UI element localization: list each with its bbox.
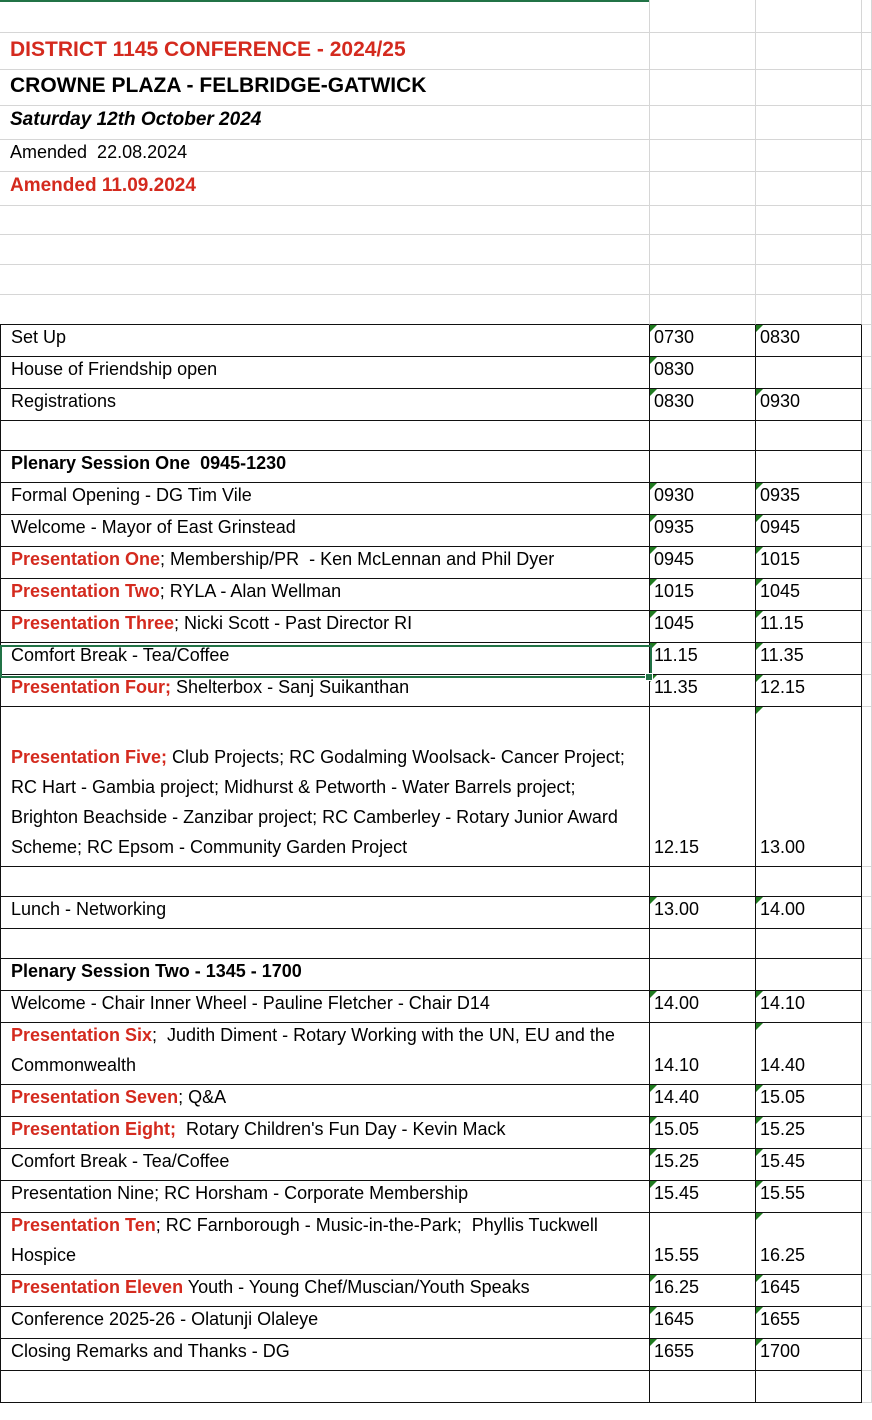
activity-cell[interactable] <box>0 325 650 357</box>
activity-text <box>11 894 645 924</box>
number-as-text-indicator-icon <box>756 707 763 714</box>
presentation-label: Presentation Seven <box>11 1087 179 1107</box>
start-time-cell[interactable] <box>650 1117 756 1149</box>
event-date: Saturday 12th October 2024 <box>10 109 262 130</box>
schedule-row[interactable] <box>0 483 872 515</box>
cell-d[interactable] <box>862 33 872 70</box>
cell-d[interactable] <box>862 0 872 33</box>
cell-c[interactable] <box>756 172 862 206</box>
end-time-cell[interactable] <box>756 325 862 357</box>
sheet-row[interactable] <box>0 140 872 172</box>
schedule-row[interactable] <box>0 1149 872 1181</box>
cell-d[interactable] <box>862 929 872 959</box>
end-time-cell[interactable] <box>756 1181 862 1213</box>
schedule-row[interactable] <box>0 1371 872 1403</box>
end-time: 1015 <box>760 549 801 569</box>
start-time: 14.40 <box>654 1087 700 1107</box>
activity-cell[interactable] <box>0 867 650 897</box>
presentation-label: Presentation Ten <box>11 1215 156 1235</box>
activity-description: Rotary Children's Fun Day - Kevin Mack <box>176 1119 506 1139</box>
schedule-row[interactable] <box>0 897 872 929</box>
activity-description: ; Nicki Scott - Past Director RI <box>174 613 413 633</box>
activity-description: Youth - Young Chef/Muscian/Youth Speaks <box>183 1277 530 1297</box>
start-time: 14.10 <box>654 1055 700 1075</box>
activity-description: Welcome - Chair Inner Wheel - Pauline Fletcher - Chair D14 <box>11 993 490 1013</box>
start-time: 0730 <box>654 327 695 347</box>
schedule-row[interactable] <box>0 1023 872 1085</box>
start-time-cell[interactable] <box>650 1213 756 1275</box>
cell-d[interactable] <box>862 675 872 707</box>
activity-description: Plenary Session Two - 1345 - 1700 <box>11 961 302 981</box>
cell-a[interactable] <box>0 172 650 206</box>
activity-cell[interactable] <box>0 1339 650 1371</box>
cell-c[interactable] <box>756 265 862 295</box>
cell-d[interactable] <box>862 1275 872 1307</box>
cell-d[interactable] <box>862 1085 872 1117</box>
schedule-row[interactable] <box>0 579 872 611</box>
start-time: 11.15 <box>654 645 698 665</box>
amended-note-2: Amended 11.09.2024 <box>10 175 196 196</box>
cell-c[interactable] <box>756 33 862 70</box>
activity-text <box>11 742 645 862</box>
end-time: 11.35 <box>760 645 804 665</box>
end-time: 15.05 <box>760 1087 806 1107</box>
end-time-cell[interactable] <box>756 1149 862 1181</box>
cell-d[interactable] <box>862 1307 872 1339</box>
cell-b[interactable] <box>650 172 756 206</box>
end-time-cell[interactable] <box>756 1023 862 1085</box>
schedule-row[interactable] <box>0 1117 872 1149</box>
end-time: 14.00 <box>760 899 806 919</box>
activity-description: Lunch - Networking <box>11 899 167 919</box>
start-time: 15.55 <box>654 1245 700 1265</box>
activity-description: ; Membership/PR - Ken McLennan and Phil Dyer <box>160 549 555 569</box>
end-time-cell[interactable] <box>756 867 862 897</box>
activity-text <box>11 354 645 384</box>
end-time: 0930 <box>760 391 801 411</box>
activity-description: Welcome - Mayor of East Grinstead <box>11 517 296 537</box>
activity-cell[interactable] <box>0 1023 650 1085</box>
end-time-cell[interactable] <box>756 611 862 643</box>
activity-cell[interactable] <box>0 1085 650 1117</box>
end-time-cell[interactable] <box>756 515 862 547</box>
cell-d[interactable] <box>862 1023 872 1085</box>
start-time-cell[interactable] <box>650 1149 756 1181</box>
activity-cell[interactable] <box>0 1181 650 1213</box>
activity-cell[interactable] <box>0 959 650 991</box>
activity-cell[interactable] <box>0 451 650 483</box>
start-time-cell[interactable] <box>650 1275 756 1307</box>
cell-d[interactable] <box>862 172 872 206</box>
activity-cell[interactable] <box>0 579 650 611</box>
activity-cell[interactable] <box>0 483 650 515</box>
activity-cell[interactable] <box>0 1371 650 1403</box>
end-time-cell[interactable] <box>756 929 862 959</box>
cell-d[interactable] <box>862 1149 872 1181</box>
cell-d[interactable] <box>862 106 872 140</box>
cell-d[interactable] <box>862 1371 872 1403</box>
start-time-cell[interactable] <box>650 389 756 421</box>
conference-title: DISTRICT 1145 CONFERENCE - 2024/25 <box>10 38 406 61</box>
end-time: 14.10 <box>760 993 806 1013</box>
schedule-row[interactable] <box>0 1307 872 1339</box>
end-time-cell[interactable] <box>756 1117 862 1149</box>
cell-d[interactable] <box>862 707 872 867</box>
schedule-row[interactable] <box>0 707 872 867</box>
number-as-text-indicator-icon <box>756 1023 763 1030</box>
end-time-cell[interactable] <box>756 357 862 389</box>
cell-a[interactable] <box>0 106 650 140</box>
cell-d[interactable] <box>862 235 872 265</box>
schedule-row[interactable] <box>0 389 872 421</box>
start-time: 11.35 <box>654 677 698 697</box>
start-time-cell[interactable] <box>650 707 756 867</box>
schedule-row[interactable] <box>0 991 872 1023</box>
end-time-cell[interactable] <box>756 707 862 867</box>
end-time: 16.25 <box>760 1245 806 1265</box>
sheet-row[interactable] <box>0 295 872 325</box>
cell-b[interactable] <box>650 33 756 70</box>
cell-d[interactable] <box>862 897 872 929</box>
end-time-cell[interactable] <box>756 1085 862 1117</box>
activity-description: Registrations <box>11 391 117 411</box>
cell-a[interactable] <box>0 140 650 172</box>
schedule-row[interactable] <box>0 1181 872 1213</box>
amended-note-1: Amended 22.08.2024 <box>10 142 188 162</box>
cell-c[interactable] <box>756 0 862 33</box>
cell-d[interactable] <box>862 643 872 675</box>
schedule-row[interactable] <box>0 959 872 991</box>
cell-d[interactable] <box>862 421 872 451</box>
end-time-cell[interactable] <box>756 991 862 1023</box>
start-time: 15.25 <box>654 1151 700 1171</box>
end-time-cell[interactable] <box>756 1275 862 1307</box>
start-time-cell[interactable] <box>650 897 756 929</box>
cell-a[interactable] <box>0 235 650 265</box>
presentation-label: Presentation Six <box>11 1025 153 1045</box>
end-time-cell[interactable] <box>756 959 862 991</box>
cell-c[interactable] <box>756 70 862 106</box>
schedule-row[interactable] <box>0 611 872 643</box>
schedule-row[interactable] <box>0 1213 872 1275</box>
activity-text <box>11 512 645 542</box>
activity-cell[interactable] <box>0 611 650 643</box>
start-time: 14.00 <box>654 993 700 1013</box>
schedule-row[interactable] <box>0 867 872 897</box>
activity-cell[interactable] <box>0 897 650 929</box>
cell-a[interactable] <box>0 265 650 295</box>
cell-d[interactable] <box>862 483 872 515</box>
activity-cell[interactable] <box>0 515 650 547</box>
activity-cell[interactable] <box>0 1117 650 1149</box>
start-time: 1045 <box>654 613 695 633</box>
start-time: 13.00 <box>654 899 700 919</box>
start-time-cell[interactable] <box>650 421 756 451</box>
activity-description: Plenary Session One 0945-1230 <box>11 453 287 473</box>
presentation-label: Presentation Eight; <box>11 1119 177 1139</box>
activity-cell[interactable] <box>0 1307 650 1339</box>
end-time-cell[interactable] <box>756 389 862 421</box>
cell-b[interactable] <box>650 140 756 172</box>
cell-a[interactable] <box>0 295 650 325</box>
sheet-row[interactable] <box>0 0 872 33</box>
end-time: 0935 <box>760 485 801 505</box>
activity-text <box>11 1082 645 1112</box>
activity-cell[interactable] <box>0 1213 650 1275</box>
start-time-cell[interactable] <box>650 325 756 357</box>
activity-text <box>11 576 645 606</box>
end-time: 1045 <box>760 581 801 601</box>
end-time-cell[interactable] <box>756 675 862 707</box>
activity-description: House of Friendship open <box>11 359 218 379</box>
end-time-cell[interactable] <box>756 643 862 675</box>
cell-d[interactable] <box>862 451 872 483</box>
start-time-cell[interactable] <box>650 867 756 897</box>
end-time-cell[interactable] <box>756 897 862 929</box>
schedule-row[interactable] <box>0 357 872 389</box>
start-time: 1655 <box>654 1341 695 1361</box>
activity-text <box>11 1114 645 1144</box>
end-time: 15.55 <box>760 1183 806 1203</box>
end-time-cell[interactable] <box>756 451 862 483</box>
activity-text <box>11 608 645 638</box>
schedule-row[interactable] <box>0 421 872 451</box>
sheet-row[interactable] <box>0 106 872 140</box>
activity-description: Presentation Nine; RC Horsham - Corporate Membership <box>11 1183 469 1203</box>
venue-title: CROWNE PLAZA - FELBRIDGE-GATWICK <box>10 74 427 97</box>
end-time-cell[interactable] <box>756 547 862 579</box>
activity-text <box>11 448 645 478</box>
end-time-cell[interactable] <box>756 421 862 451</box>
end-time-cell[interactable] <box>756 1213 862 1275</box>
end-time: 1700 <box>760 1341 801 1361</box>
cell-d[interactable] <box>862 867 872 897</box>
end-time: 1645 <box>760 1277 801 1297</box>
start-time-cell[interactable] <box>650 515 756 547</box>
cell-a[interactable] <box>0 70 650 106</box>
start-time-cell[interactable] <box>650 1181 756 1213</box>
start-time: 15.45 <box>654 1183 700 1203</box>
activity-cell[interactable] <box>0 547 650 579</box>
start-time-cell[interactable] <box>650 357 756 389</box>
activity-cell[interactable] <box>0 421 650 451</box>
activity-description: Shelterbox - Sanj Suikanthan <box>171 677 410 697</box>
cell-d[interactable] <box>862 959 872 991</box>
start-time-cell[interactable] <box>650 1085 756 1117</box>
cell-d[interactable] <box>862 515 872 547</box>
number-as-text-indicator-icon <box>756 1213 763 1220</box>
cell-c[interactable] <box>756 235 862 265</box>
activity-description: Club Projects; RC Godalming Woolsack- Cancer Project; RC Hart - Gambia project; Midhurst & Petworth - Water Barrels project; Brighton Beachside - Zanzibar project; RC Camberley - Rotary Junior Award Scheme; RC Epsom - Community Garden Project <box>11 747 630 857</box>
start-time-cell[interactable] <box>650 959 756 991</box>
schedule-row[interactable] <box>0 325 872 357</box>
schedule-row[interactable] <box>0 1339 872 1371</box>
activity-text <box>11 1336 645 1366</box>
end-time: 14.40 <box>760 1055 806 1075</box>
activity-text <box>11 386 645 416</box>
cell-d[interactable] <box>862 389 872 421</box>
start-time-cell[interactable] <box>650 611 756 643</box>
sheet-row[interactable] <box>0 265 872 295</box>
cell-d[interactable] <box>862 1339 872 1371</box>
end-time: 0945 <box>760 517 801 537</box>
fill-handle[interactable] <box>645 673 653 681</box>
schedule-row[interactable] <box>0 547 872 579</box>
start-time-cell[interactable] <box>650 991 756 1023</box>
activity-text <box>11 1020 645 1080</box>
cell-a[interactable] <box>0 0 650 33</box>
schedule-row[interactable] <box>0 675 872 707</box>
cell-d[interactable] <box>862 70 872 106</box>
start-time-cell[interactable] <box>650 929 756 959</box>
cell-d[interactable] <box>862 325 872 357</box>
cell-b[interactable] <box>650 206 756 235</box>
start-time: 0830 <box>654 359 695 379</box>
sheet-row[interactable] <box>0 70 872 106</box>
cell-b[interactable] <box>650 235 756 265</box>
activity-text <box>11 322 645 352</box>
presentation-label: Presentation Four; <box>11 677 172 697</box>
activity-description: Closing Remarks and Thanks - DG <box>11 1341 290 1361</box>
end-time: 12.15 <box>760 677 806 697</box>
start-time: 12.15 <box>654 837 700 857</box>
activity-cell[interactable] <box>0 707 650 867</box>
schedule-row[interactable] <box>0 1085 872 1117</box>
start-time-cell[interactable] <box>650 547 756 579</box>
start-time-cell[interactable] <box>650 579 756 611</box>
end-time-cell[interactable] <box>756 483 862 515</box>
end-time: 15.45 <box>760 1151 806 1171</box>
end-time: 13.00 <box>760 837 806 857</box>
cell-d[interactable] <box>862 579 872 611</box>
start-time: 1015 <box>654 581 695 601</box>
cell-d[interactable] <box>862 547 872 579</box>
cell-b[interactable] <box>650 106 756 140</box>
schedule-row[interactable] <box>0 929 872 959</box>
presentation-label: Presentation Two <box>11 581 160 601</box>
schedule-row[interactable] <box>0 451 872 483</box>
end-time-cell[interactable] <box>756 579 862 611</box>
activity-description: ; Q&A <box>178 1087 227 1107</box>
activity-cell[interactable] <box>0 929 650 959</box>
start-time-cell[interactable] <box>650 675 756 707</box>
start-time: 0945 <box>654 549 695 569</box>
start-time: 0930 <box>654 485 695 505</box>
activity-description: Comfort Break - Tea/Coffee <box>11 645 230 665</box>
start-time-cell[interactable] <box>650 451 756 483</box>
cell-d[interactable] <box>862 140 872 172</box>
activity-text <box>11 1178 645 1208</box>
cell-d[interactable] <box>862 206 872 235</box>
activity-text <box>11 1210 645 1270</box>
cell-d[interactable] <box>862 265 872 295</box>
activity-description: Set Up <box>11 327 67 347</box>
start-time-cell[interactable] <box>650 1371 756 1403</box>
end-time: 11.15 <box>760 613 804 633</box>
end-time: 1655 <box>760 1309 801 1329</box>
end-time: 15.25 <box>760 1119 806 1139</box>
cell-c[interactable] <box>756 106 862 140</box>
cell-d[interactable] <box>862 1181 872 1213</box>
activity-text <box>11 480 645 510</box>
activity-description: Comfort Break - Tea/Coffee <box>11 1151 230 1171</box>
sheet-row[interactable] <box>0 33 872 70</box>
cell-c[interactable] <box>756 206 862 235</box>
activity-text <box>11 1304 645 1334</box>
presentation-label: Presentation One <box>11 549 161 569</box>
schedule-row[interactable] <box>0 1275 872 1307</box>
schedule-row[interactable] <box>0 515 872 547</box>
start-time-cell[interactable] <box>650 483 756 515</box>
cell-d[interactable] <box>862 1117 872 1149</box>
cell-a[interactable] <box>0 206 650 235</box>
activity-description: Formal Opening - DG Tim Vile <box>11 485 252 505</box>
cell-c[interactable] <box>756 295 862 325</box>
activity-cell[interactable] <box>0 675 650 707</box>
activity-text <box>11 1146 645 1176</box>
start-time-cell[interactable] <box>650 1023 756 1085</box>
presentation-label: Presentation Three <box>11 613 175 633</box>
end-time: 0830 <box>760 327 801 347</box>
presentation-label: Presentation Five; <box>11 747 168 767</box>
start-time-cell[interactable] <box>650 643 756 675</box>
end-time-cell[interactable] <box>756 1371 862 1403</box>
cell-b[interactable] <box>650 0 756 33</box>
cell-d[interactable] <box>862 1213 872 1275</box>
cell-b[interactable] <box>650 70 756 106</box>
start-time-cell[interactable] <box>650 1307 756 1339</box>
activity-cell[interactable] <box>0 991 650 1023</box>
activity-cell[interactable] <box>0 389 650 421</box>
cell-b[interactable] <box>650 295 756 325</box>
cell-a[interactable] <box>0 33 650 70</box>
sheet-row[interactable] <box>0 206 872 235</box>
activity-cell[interactable] <box>0 357 650 389</box>
activity-description: ; RC Farnborough - Music-in-the-Park; Phyllis Tuckwell Hospice <box>11 1215 603 1265</box>
presentation-label: Presentation Eleven <box>11 1277 184 1297</box>
activity-cell[interactable] <box>0 1275 650 1307</box>
cell-c[interactable] <box>756 140 862 172</box>
start-time-cell[interactable] <box>650 1339 756 1371</box>
activity-description: ; RYLA - Alan Wellman <box>159 581 342 601</box>
end-time-cell[interactable] <box>756 1307 862 1339</box>
start-time: 0935 <box>654 517 695 537</box>
activity-text <box>11 988 645 1018</box>
sheet-row[interactable] <box>0 172 872 206</box>
end-time-cell[interactable] <box>756 1339 862 1371</box>
activity-text <box>11 544 645 574</box>
activity-description: Conference 2025-26 - Olatunji Olaleye <box>11 1309 319 1329</box>
selected-cell-outline <box>0 645 652 678</box>
cell-d[interactable] <box>862 611 872 643</box>
sheet-row[interactable] <box>0 235 872 265</box>
cell-d[interactable] <box>862 991 872 1023</box>
start-time: 16.25 <box>654 1277 700 1297</box>
activity-text <box>11 956 645 986</box>
start-time: 15.05 <box>654 1119 700 1139</box>
cell-d[interactable] <box>862 295 872 325</box>
cell-b[interactable] <box>650 265 756 295</box>
activity-cell[interactable] <box>0 1149 650 1181</box>
cell-d[interactable] <box>862 357 872 389</box>
start-time: 0830 <box>654 391 695 411</box>
start-time: 1645 <box>654 1309 695 1329</box>
activity-description: ; Judith Diment - Rotary Working with the UN, EU and the Commonwealth <box>11 1025 620 1075</box>
activity-text <box>11 1272 645 1302</box>
